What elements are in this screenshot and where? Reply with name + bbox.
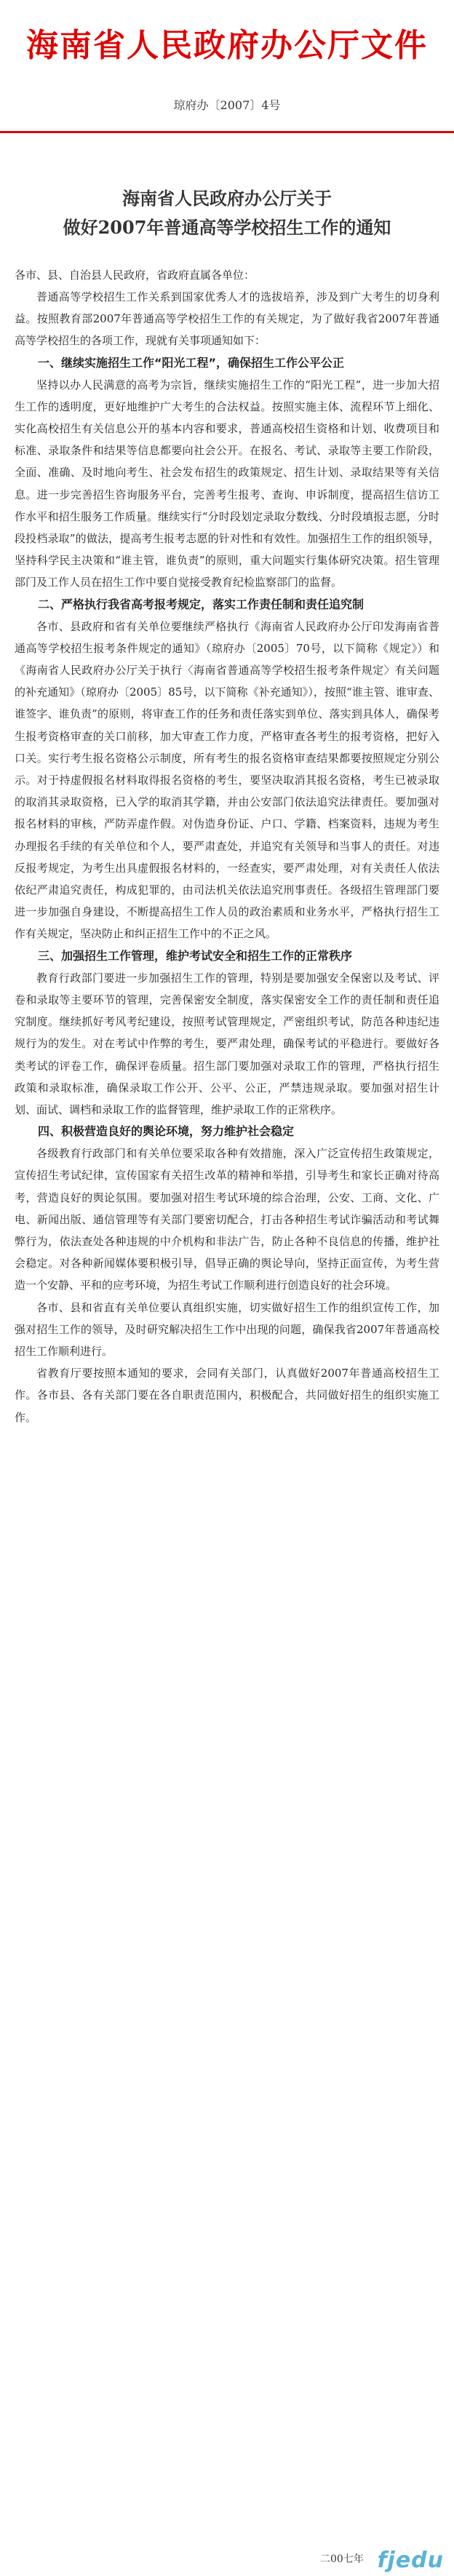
section-4-paragraph-1: 各级教育行政部门和有关单位要采取各种有效措施，深入广泛宣传招生政策规定，宣传招生考试纪律，宣传国家有关招生改革的精神和举措，引导考生和家长正确对待高考，营造良好的舆论氛围。要加强对招生考试环境的综合治理，公安、工商、文化、广电、新闻出版、通信管理等有关部门要密切配合，打击各种招生考试诈骗活动和考试舞弊行为，依法查处各种违规的中介机构和非法广告，防止各种不良信息的传播，维护社会稳定。对各种新闻媒体要积极引导，倡导正确的舆论导向，坚持正面宣传，为考生营造一个安静、平和的应考环境，为招生考试工作顺利进行创造良好的社会环境。: [15, 1147, 439, 1292]
section-3-paragraph-1: 教育行政部门要进一步加强招生工作的管理，特别是要加强安全保密以及考试、评卷和录取等主要环节的管理，完善保密安全制度，落实保密安全工作的责任制和责任追究制度。继续抓好考风考纪建设，按照考试管理规定，严密组织考试，防范各种违纪违规行为的发生。对在考试中作弊的考生，要严肃处理，确保考试的平稳进行。要做好各类考试的评卷工作，确保评卷质量。招生部门要加强对录取工作的管理，严格执行招生政策和录取标准，确保录取工作公开、公平、公正，严禁违规录取。要加强对招生计划、面试、调档和录取工作的监督管理，维护录取工作的正常秩序。: [15, 971, 439, 1116]
section-heading-3: 三、加强招生工作管理，维护考试安全和招生工作的正常秩序: [38, 948, 353, 963]
intro-paragraph: 普通高等学校招生工作关系到国家优秀人才的选拔培养，涉及到广大考生的切身利益。按照教育部2007年普通高等学校招生工作的有关规定，为了做好我省2007年普通高等学校招生的各项工作，现就有关事项通知如下：: [15, 290, 439, 348]
title-line-2: 做好2007年普通高等学校招生工作的通知: [63, 217, 391, 238]
section-2-paragraph-1: 各市、县政府和省有关单位要继续严格执行《海南省人民政府办公厅印发海南省普通高等学校招生报考条件规定的通知》（琼府办〔2005〕70号，以下简称《规定》）和《海南省人民政府办公厅关于执行〈海南省普通高等学校招生报考条件规定〉有关问题的补充通知》（琼府办〔2005〕85号，以下简称《补充通知》），按照“谁主管、谁审查、谁签字、谁负责”的原则，将审查工作的任务和责任落实到单位、落实到具体人，确保考生报考资格审查的关口前移，加大审查工作力度，严格审查各考生的报考资格，把好入口关。实行考生报名资格公示制度，所有考生的报名资格审查结果都要按照规定分别公示。对于持虚假报名材料取得报名资格的考生，要坚决取消其报名资格，考生已被录取的取消其录取资格，已入学的取消其学籍，并由公安部门依法追究法律责任。要加强对报名材料的审核，严防弄虚作假。对伪造身份证、户口、学籍、档案资料，违规为考生办理报名手续的有关单位和个人，要严肃查处，并追究有关领导和当事人的责任。对违反报考规定，为考生出具虚假报名材料的，一经查实，要严肃处理，对有关责任人依法依纪严肃追究责任，构成犯罪的，由司法机关依法追究刑事责任。各级招生管理部门要进一步加强自身建设，不断提高招生工作人员的政治素质和业务水平，严格执行招生工作有关规定，坚决防止和纠正招生工作中的不正之风。: [15, 619, 439, 941]
footer-date: 二00七年: [320, 2553, 364, 2565]
section-heading-1: 一、继续实施招生工作“阳光工程”，确保招生工作公平公正: [38, 355, 345, 370]
site-watermark: fjedu: [377, 2548, 444, 2573]
section-4-paragraph-3: 省教育厅要按照本通知的要求，会同有关部门，认真做好2007年普通高校招生工作。各市县、各有关部门要在各自职责范围内，积极配合，共同做好招生的组织实施工作。: [15, 1367, 439, 1424]
document-body: [0, 286, 454, 1428]
salutation: 各市、县、自治县人民政府，省政府直属各单位：: [15, 269, 255, 282]
section-heading-4: 四、积极营造良好的舆论环境，努力维护社会稳定: [38, 1124, 295, 1139]
section-heading-2: 二、严格执行我省高考报考规定，落实工作责任制和责任追究制: [38, 597, 365, 611]
section-4-paragraph-2: 各市、县和省直有关单位要认真组织实施，切实做好招生工作的组织宣传工作，加强对招生工作的领导，及时研究解决招生工作中出现的问题，确保我省2007年普通高校招生工作顺利进行。: [15, 1300, 439, 1358]
title-line-1: 海南省人民政府办公厅关于: [122, 188, 332, 209]
section-1-paragraph-1: 坚持以办人民满意的高考为宗旨，继续实施招生工作的“阳光工程”，进一步加大招生工作的透明度，更好地维护广大考生的合法权益。按照实施主体、流程环节上细化、实化高校招生有关信息公开的基本内容和要求，普通高校招生资格和计划、收费项目和标准、录取条件和结果等信息都要向社会公开。在报名、考试、录取等主要工作阶段，全面、准确、及时地向考生、社会发布招生的政策规定、招生计划、录取结果等有关信息。进一步完善招生咨询服务平台，完善考生报考、查询、申诉制度，提高招生信访工作水平和招生服务工作质量。继续实行“分时段划定录取分数线、分时段填报志愿，分时段投档录取”的做法，提高考生报考志愿的针对性和有效性。加强招生工作的组织领导，坚持科学民主决策和“谁主管，谁负责”的原则，重大问题实行集体研究决策。招生管理部门及工作人员在招生工作中要自觉接受教育纪检监察部门的监督。: [15, 378, 439, 589]
page-footer: [0, 2547, 454, 2576]
document-title: [0, 184, 454, 242]
document-number: 琼府办〔2007〕4号: [173, 98, 281, 112]
masthead: 海南省人民政府办公厅文件: [26, 27, 428, 64]
red-divider: [0, 131, 454, 133]
